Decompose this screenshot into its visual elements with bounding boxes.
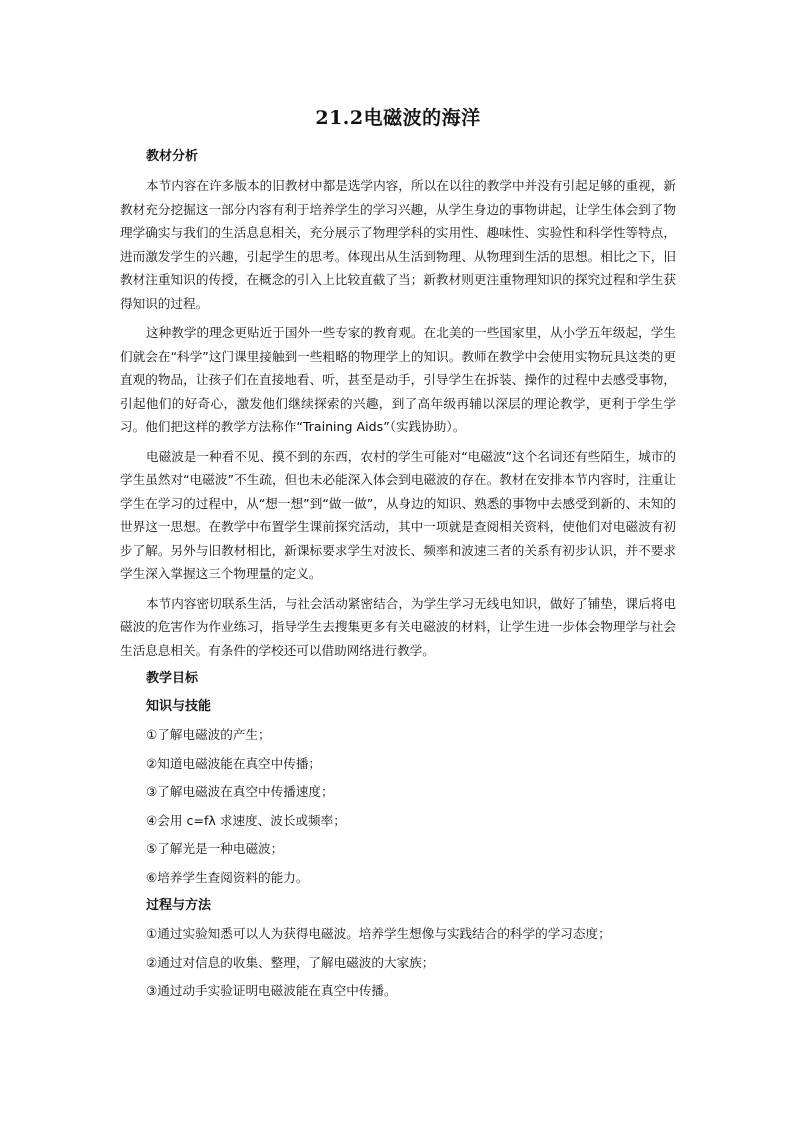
analysis-paragraph: 电磁波是一种看不见、摸不到的东西，农村的学生可能对“电磁波”这个名词还有些陌生，城市的学生虽然对“电磁波”不生疏，但也未必能深入体会到电磁波的存在。教材在安排本节内容时，注重让学生在学习的过程中，从“想一想”到“做一做”，从身边的知识、熟悉的事物中去感受到新的、未知的世界这一思想。在教学中布置学生课前探究活动，其中一项就是查阅相关资料，使他们对电磁波有初步了解。另外与旧教材相比，新课标要求学生对波长、频率和波速三者的关系有初步认识，并不要求学生深入掌握这三个物理量的定义。 bbox=[120, 448, 676, 581]
knowledge-item: ②知道电磁波能在真空中传播； bbox=[146, 755, 322, 771]
knowledge-item: ④会用 c=fλ 求速度、波长或频率； bbox=[146, 812, 346, 828]
document-title: 21.2电磁波的海洋 bbox=[315, 107, 481, 129]
teaching-goals-section bbox=[120, 668, 676, 1002]
process-item: ①通过实验知悉可以人为获得电磁波。培养学生想像与实践结合的科学的学习态度； bbox=[146, 926, 611, 941]
analysis-paragraph: 本节内容在许多版本的旧教材中都是选学内容，所以在以往的教学中并没有引起足够的重视，新教材充分挖掘这一部分内容有利于培养学生的学习兴趣，从学生身边的事物讲起，让学生体会到了物理学确实与我们的生活息息相关，充分展示了物理学科的实用性、趣味性、实验性和科学性等特点，进而激发学生的兴趣，引起学生的思考。体现出从生活到物理、从物理到生活的思想。相比之下，旧教材注重知识的传授，在概念的引入上比较直截了当；新教材则更注重物理知识的探究过程和学生获得知识的过程。 bbox=[120, 178, 676, 311]
analysis-paragraph: 这种教学的理念更贴近于国外一些专家的教育观。在北美的一些国家里，从小学五年级起，学生们就会在“科学”这门课里接触到一些粗略的物理学上的知识。教师在教学中会使用实物玩具这类的更直观的物品，让孩子们在直接地看、听，甚至是动手，引导学生在拆装、操作的过程中去感受事物，引起他们的好奇心，激发他们继续探索的兴趣，到了高年级再辅以深层的理论教学，更利于学生学习。他们把这样的教学方法称作“Training Aids”（实践协助）。 bbox=[120, 325, 676, 434]
analysis-paragraph: 本节内容密切联系生活，与社会活动紧密结合，为学生学习无线电知识，做好了铺垫，课后将电磁波的危害作为作业练习，指导学生去搜集更多有关电磁波的材料，让学生进一步体会物理学与社会生活息息相关。有条件的学校还可以借助网络进行教学。 bbox=[120, 595, 676, 658]
section-heading-goals: 教学目标 bbox=[146, 671, 199, 686]
process-item: ②通过对信息的收集、整理，了解电磁波的大家族； bbox=[146, 954, 435, 970]
knowledge-item: ①了解电磁波的产生； bbox=[146, 727, 271, 742]
section-heading-analysis: 教材分析 bbox=[146, 149, 199, 164]
subheading-knowledge-skills: 知识与技能 bbox=[146, 699, 212, 714]
knowledge-item: ⑥培养学生查阅资料的能力。 bbox=[146, 869, 309, 885]
document-content bbox=[120, 103, 676, 1009]
knowledge-item: ⑤了解光是一种电磁波； bbox=[146, 841, 284, 856]
subheading-process-methods: 过程与方法 bbox=[146, 898, 212, 913]
process-item: ③通过动手实验证明电磁波能在真空中传播。 bbox=[146, 983, 397, 998]
knowledge-item: ③了解电磁波在真空中传播速度； bbox=[146, 784, 334, 799]
